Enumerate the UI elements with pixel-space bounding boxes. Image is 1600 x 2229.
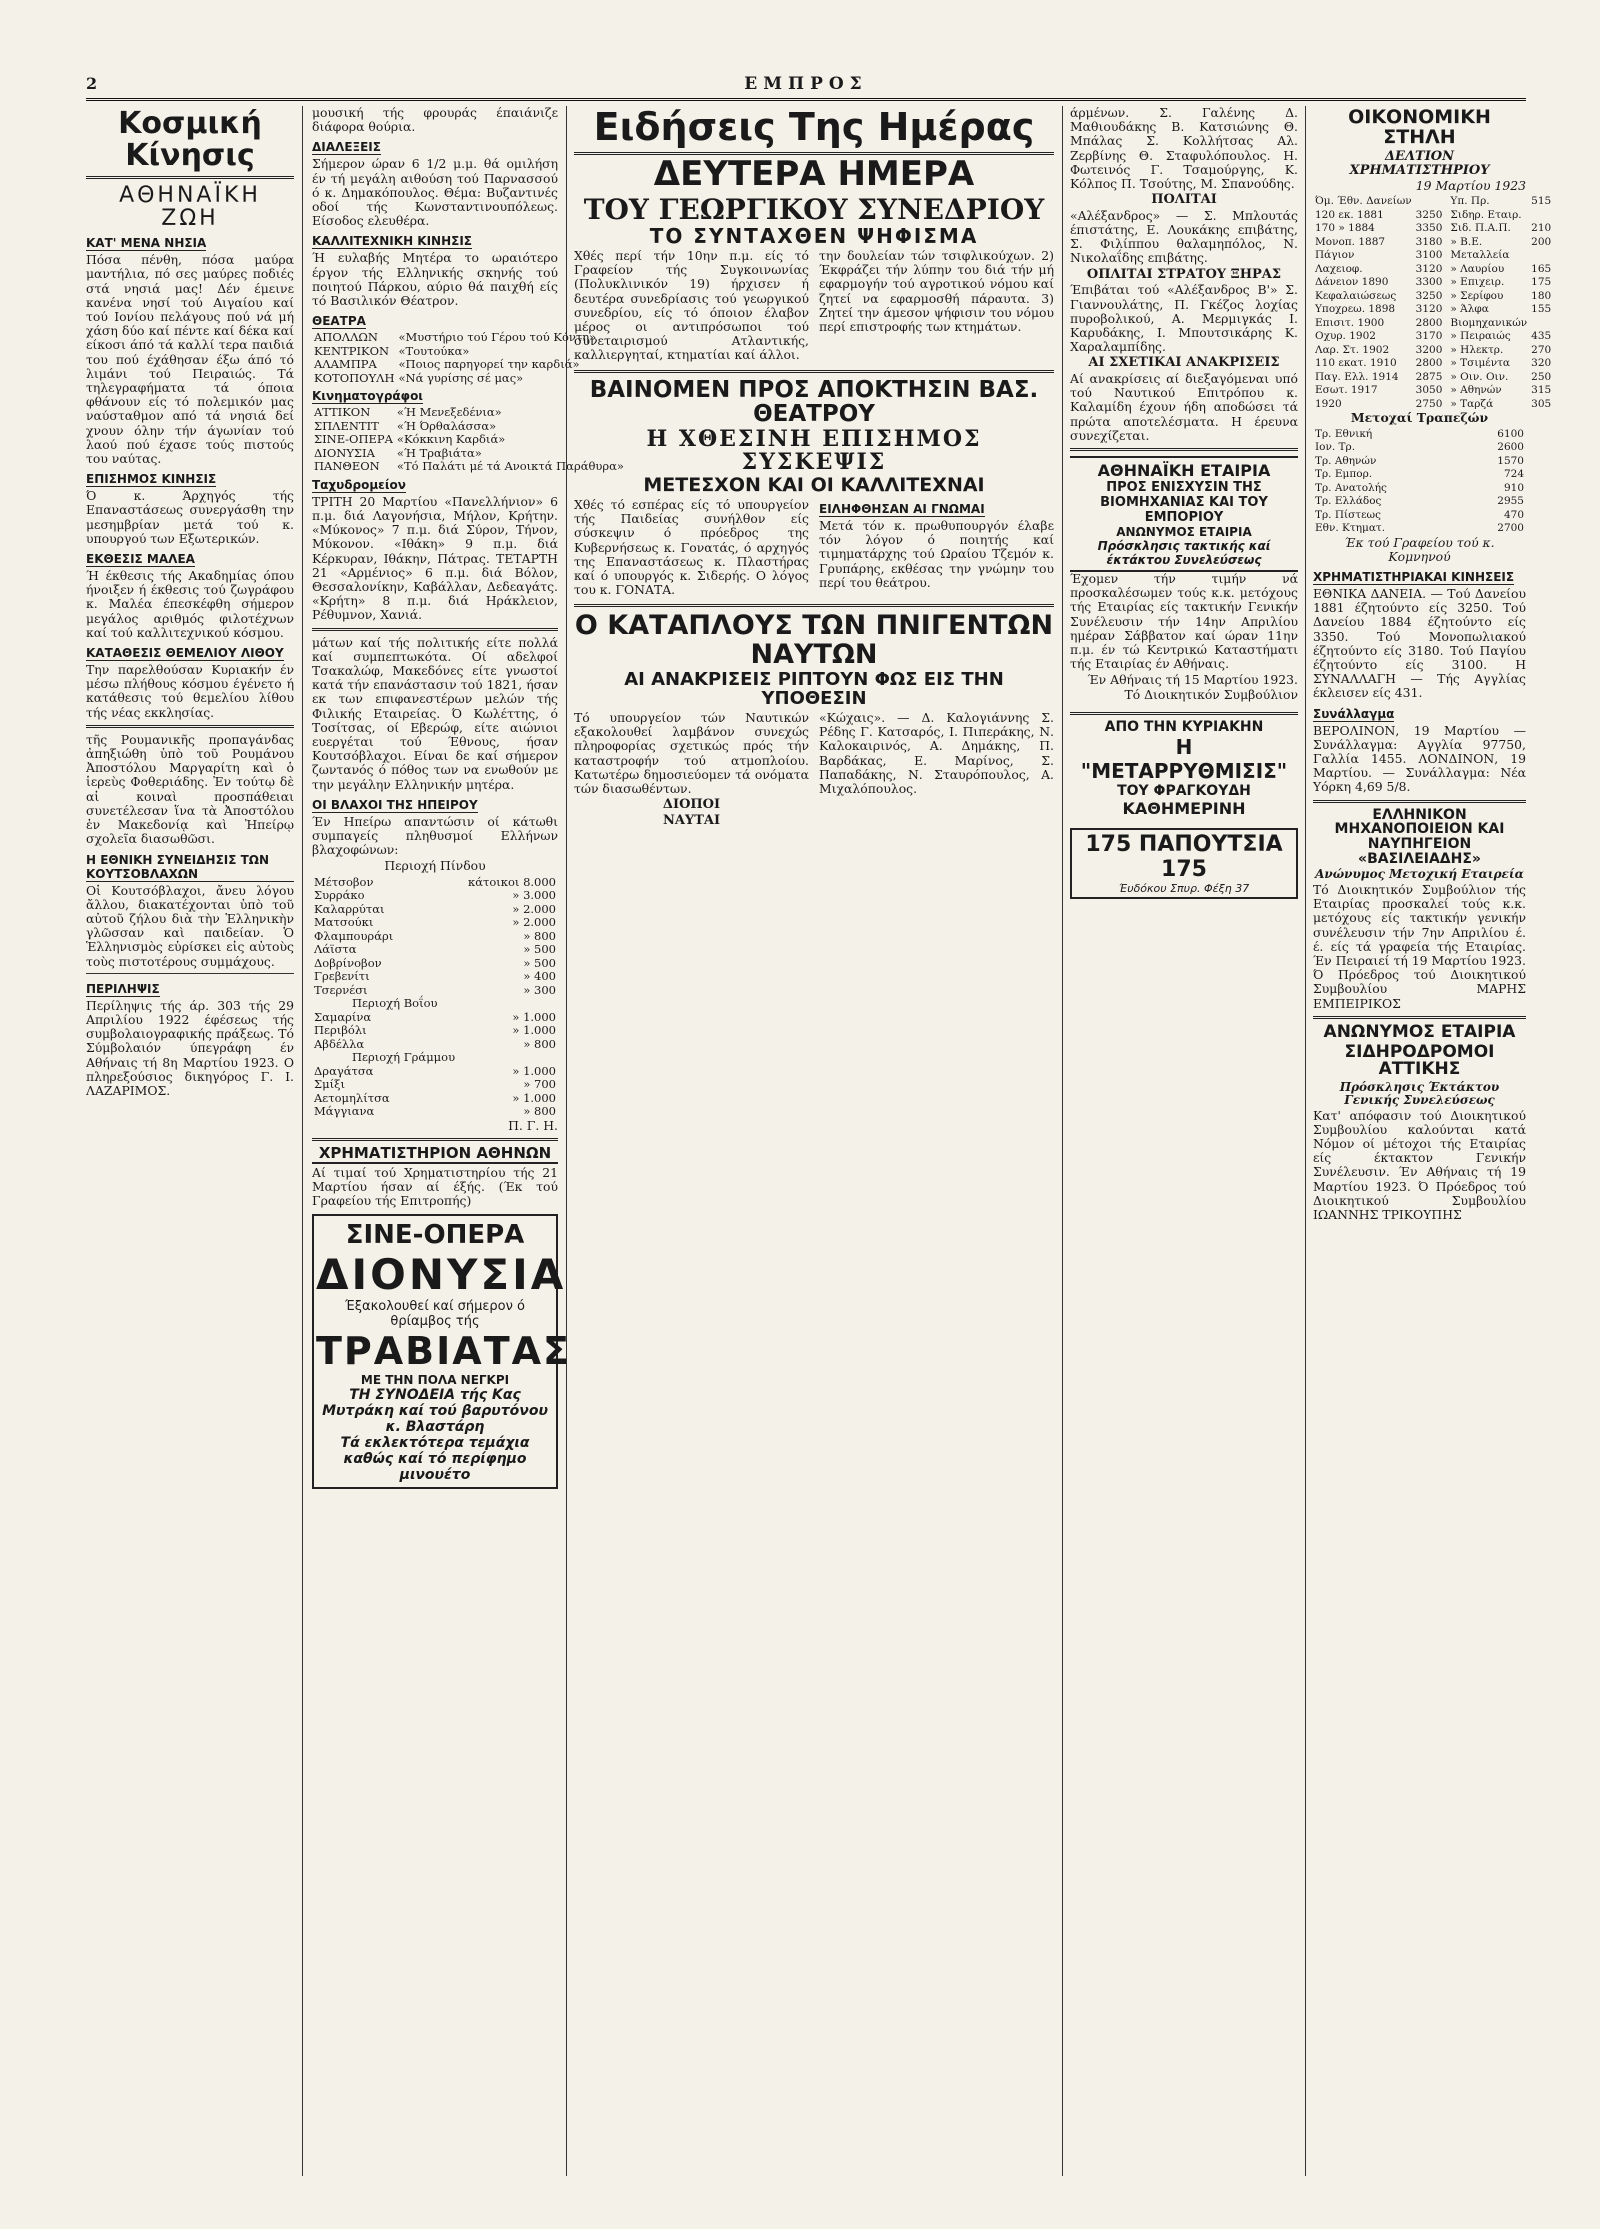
subheading: Η ΕΘΝΙΚΗ ΣΥΝΕΙΔΗΣΙΣ ΤΩΝ ΚΟΥΤΣΟΒΛΑΧΩΝ: [86, 853, 294, 882]
list-item: ΔΙΟΝΥΣΙΑ «Ή Τραβιάτα»: [314, 445, 482, 460]
table-row: Δάνειον 1890 3300: [1315, 276, 1443, 289]
headline: ΤΟ ΣΥΝΤΑΧΘΕΝ ΨΗΦΙΣΜΑ: [649, 223, 979, 248]
table-row: Οχυρ. 1902 3170: [1315, 330, 1443, 343]
table-row: Τρ. Πίστεως 470: [1315, 508, 1524, 521]
table-row: 120 εκ. 1881 3250: [1315, 208, 1443, 221]
table-row: Αβδέλλα » 800: [314, 1036, 556, 1051]
headline: ΒΑΙΝΟΜΕΝ ΠΡΟΣ ΑΠΟΚΤΗΣΙΝ ΒΑΣ. ΘΕΑΤΡΟΥ: [589, 376, 1039, 427]
table-row: Εσωτ. 1917 3050: [1315, 384, 1443, 397]
article-text: Σήμερον ώραν 6 1/2 μ.μ. θά ομιλήση έν τή μεγάλη αιθούση τού Παρνασσού ό κ. Δημακόπουλος. Θέμα: Βυζαντινές οδοί τής Κωνσταντινουπόλεως. Είσοδος ελευθέρα.: [312, 156, 558, 229]
table-row: Συρράκο » 3.000: [314, 888, 556, 903]
population-table: [312, 876, 558, 1119]
table-row: Κεφαλαιώσεως 3250: [1315, 289, 1443, 302]
subheading: ΔΙΑΛΕΞΕΙΣ: [312, 140, 381, 155]
table-row: » Τσιμέντα 320: [1450, 357, 1552, 370]
table-row: Φλαμπουράρι » 800: [314, 928, 556, 943]
article-text: Τό υπουργείον τών Ναυτικών εξακολουθεί λαμβάνον συνεχώς πληροφορίας σχετικώς πρός τήν καταστροφήν τού ατμοπλοίου. Κατωτέρω δημοσιεύομεν τά ονόματα τών διασωθέντων.: [574, 709, 809, 796]
column-events: [312, 105, 624, 2176]
column-divider: [302, 106, 303, 2176]
headline: ΑΙ ΑΝΑΚΡΙΣΕΙΣ ΡΙΠΤΟΥΝ ΦΩΣ ΕΙΣ ΤΗΝ ΥΠΟΘΕΣΙΝ: [624, 669, 1004, 709]
article-text: Την παρελθούσαν Κυριακήν έν μέσω πλήθους κόσμου έγένετο ή κατάθεσις τού θεμελίου λίθου τής νέας εκκλησίας.: [86, 662, 294, 720]
subheading: ΑΙ ΣΧΕΤΙΚΑΙ ΑΝΑΚΡΙΣΕΙΣ: [1088, 355, 1280, 371]
article-text: μουσική τής φρουράς έπαιάνιζε διάφορα θούρια.: [312, 105, 558, 135]
table-row: Ματσούκι » 2.000: [314, 915, 556, 930]
subheading: Ταχυδρομείον: [312, 477, 406, 492]
section-subtitle: ΔΕΛΤΙΟΝ ΧΡΗΜΑΤΙΣΤΗΡΙΟΥ: [1349, 148, 1490, 178]
article-text: Ό κ. Άρχηγός τής Επαναστάσεως συνεργάσθη την μεσημβρίαν μετά τού κ. υπουργού των Εξωτερικών.: [86, 488, 294, 546]
article-text: Μετά τόν κ. πρωθυπουργόν έλαβε τόν λόγον ό ποιητής καί τιμηματάρχης τού Ωραίου Τζεμόν κ. Γρυπάρης, εκθέσας την γνώμην του περί του θεάτρου.: [819, 518, 1054, 590]
subheading: ΕΠΙΣΗΜΟΣ ΚΙΝΗΣΙΣ: [86, 472, 217, 487]
list-item: ΚΟΤΟΠΟΥΛΗ «Νά γυρίσης σέ μας»: [314, 370, 524, 385]
article-text: άρμένων. Σ. Γαλένης Δ. Μαθιουδάκης Β. Κατσιώνης Θ. Μπάλας Σ. Κολλήτσας Αλ. Ζερβίνης Θ. Σταφυλόπουλος. Η. Φωτεινός Γ. Τσαμούργης, Κ. Κόλπος Π. Τσούτης, Μ. Σπανούδης.: [1070, 105, 1298, 192]
ad-line: ΑΘΗΝΑΪΚΗ ΕΤΑΙΡΙΑ: [1097, 460, 1271, 480]
table-row: Σαμαρίνα » 1.000: [314, 1009, 556, 1024]
subheading: ΟΠΛΙΤΑΙ ΣΤΡΑΤΟΥ ΞΗΡΑΣ: [1086, 266, 1282, 282]
table-row: Καλαρρύται » 2.000: [314, 901, 556, 916]
subheading: Συνάλλαγμα: [1313, 706, 1395, 721]
table-row: Περιοχή Γράμμου: [352, 1050, 456, 1065]
list-item: ΑΠΟΛΛΩΝ «Μυστήριο τού Γέρου τού Κόντη»: [314, 330, 597, 345]
source-note: Έκ τού Γραφείου τού κ. Κομνηνού: [1344, 534, 1495, 564]
subheading: ΠΟΛΙΤΑΙ: [1151, 192, 1217, 208]
table-row: » Β.Ε. 200: [1450, 235, 1552, 248]
subheading: ΔΙΟΠΟΙ: [662, 797, 721, 813]
table-row: Επισιτ. 1900 2800: [1315, 316, 1443, 329]
article-text: «Κώχαις». — Δ. Καλογιάννης Σ. Ρέδης Γ. Κατσαρός, Ι. Πιπεράκης, Ν. Καλοκαιρινός, Α. Δημάκης, Π. Βαρδάκας, Ε. Μαρίνος, Σ. Παπαδάκης, Ν. Σταυρόπουλος, Α. Μιχαλόπουλος.: [819, 709, 1054, 796]
article-text: Έπιβάται τού «Αλέξανδρος Β'» Σ. Γιαννουλάτης, Π. Γκέζος λοχίας πυροβολικού, Α. Μερμιγκάς Ι. Καρυδάκης, Ι. Μπουτσικάρης Κ. Χαραλαμπίδης.: [1070, 282, 1298, 355]
paper-name: ΕΜΠΡΟΣ: [744, 74, 868, 94]
column-continuation: [1070, 106, 1298, 2176]
article-text: Χθές τό εσπέρας είς τό υπουργείον τής Παιδείας συνήλθον είς σύσκεψιν ό πρόεδρος της Κυβερνήσεως κ. Γονατάς, ό αρχηγός της Επαναστάσεως κ. Πλαστήρας καί ό υπουργός κ. Σιδερής. Ο λόγος του κ. ΓΟΝΑΤΑ.: [574, 497, 809, 598]
table-row: Μάγγιανα » 800: [314, 1104, 556, 1119]
table-row: » Λαυρίου 165: [1450, 262, 1552, 275]
table-row: » Ταρζά 305: [1450, 397, 1552, 410]
column-heading: ΑΘΗΝΑΪΚΗ ΖΩΗ: [119, 183, 261, 232]
table-row: Υπ. Πρ. 515: [1450, 195, 1552, 208]
article-text: Έν Αθήναις τή 15 Μαρτίου 1923. Τό Διοικητικόν Συμβούλιον: [1087, 672, 1298, 702]
table-row: » Οιν. Οιν. 250: [1450, 370, 1552, 383]
ad-line: Έξακολουθεί καί σήμερον ό θρίαμβος τής: [345, 1299, 525, 1330]
table-row: Παγ. Ελλ. 1914 2875: [1315, 370, 1443, 383]
column-news: [574, 106, 1054, 2176]
subheading: ΕΙΛΗΦΘΗΣΑΝ ΑΙ ΓΝΩΜΑΙ: [819, 502, 985, 516]
ad-line: ΤΡΑΒΙΑΤΑΣ: [316, 1329, 571, 1374]
ad-line: 175 ΠΑΠΟΥΤΣΙΑ 175: [1085, 831, 1283, 882]
subheading: ΠΕΡΙΛΗΨΙΣ: [86, 981, 160, 996]
table-row: Πάγιον 3100: [1315, 249, 1443, 262]
article-text: Αί τιμαί τού Χρηματιστηρίου τής 21 Μαρτίου ήσαν αί έξής. (Έκ τού Γραφείου τής Επιτροπής): [312, 1164, 558, 1208]
ad-line: ΤΟΥ ΦΡΑΓΚΟΥΔΗ: [1117, 782, 1251, 799]
headline: Ο ΚΑΤΑΠΛΟΥΣ ΤΩΝ ΠΝΙΓΕΝΤΩΝ ΝΑΥΤΩΝ: [574, 610, 1054, 670]
table-row: Γρεβενίτι » 400: [314, 969, 556, 984]
article-text: Οἱ Κουτσόβλαχοι, ἄνευ λόγου ἄλλου, διακατέχονται ὑπὸ τοῦ αὐτοῦ ζήλου διὰ τὴν Ἑλληνικὴν γλῶσσαν καὶ παιδείαν. Ὁ Ἑλληνισμὸς εὑρίσκει εἰς αὐτοὺς τοὺς πιστοτέρους συμμάχους.: [86, 882, 294, 969]
headline: Η ΧΘΕΣΙΝΗ ΕΠΙΣΗΜΟΣ ΣΥΣΚΕΨΙΣ: [646, 425, 982, 475]
table-row: Αετομηλίτσα » 1.000: [314, 1090, 556, 1105]
section-title: Κοσμική Κίνησις: [118, 106, 262, 173]
article-text: Έχομεν τήν τιμήν νά προσκαλέσωμεν τούς κ.κ. μετόχους τής Εταιρίας είς τακτικήν Γενικήν Συνέλευσιν τήν 14ην Απριλίου ημέραν Σάββατον καί ώραν 11ην π.μ. έν τώ Κεντρικώ Καταστήματι τής Εταιρίας έν Αθήναις.: [1070, 570, 1298, 672]
ad-line: ΣΙΝΕ-ΟΠΕΡΑ: [345, 1220, 525, 1251]
exchange-heading: ΧΡΗΜΑΤΙΣΤΗΡΙΟΝ ΑΘΗΝΩΝ: [312, 1146, 558, 1164]
subheading: ΚΑΤ' ΜΕΝΑ ΝΗΣΙΑ: [86, 236, 207, 251]
notice-subheading: Ανώνυμος Μετοχική Εταιρεία: [1315, 867, 1524, 882]
notice-heading: ΣΙΔΗΡΟΔΡΟΜΟΙ ΑΤΤΙΚΗΣ: [1344, 1041, 1495, 1080]
headline: ΜΕΤΕΣΧΟΝ ΚΑΙ ΟΙ ΚΑΛΛΙΤΕΧΝΑΙ: [643, 474, 985, 497]
subheading: ΚΑΛΛΙΤΕΧΝΙΚΗ ΚΙΝΗΣΙΣ: [312, 234, 472, 249]
notice-subheading: Πρόσκλησις Έκτάκτου Γενικής Συνελεύσεως: [1339, 1080, 1500, 1107]
table-row: Λαχειοφ. 3120: [1315, 262, 1443, 275]
column-divider: [1062, 106, 1063, 2176]
headline: ΤΟΥ ΓΕΩΡΓΙΚΟΥ ΣΥΝΕΔΡΙΟΥ: [583, 192, 1045, 226]
table-row: Τρ. Ανατολής 910: [1315, 481, 1524, 494]
subheading: ΟΙ ΒΛΑΧΟΙ ΤΗΣ ΗΠΕΙΡΟΥ: [312, 797, 478, 812]
table-row: Τρ. Αθηνών 1570: [1315, 454, 1524, 467]
table-row: » Πειραιώς 435: [1450, 330, 1552, 343]
article-text: Ή ευλαβής Μητέρα το ωραιότερο έργον τής Ελληνικής σκηνής τού ποιητού Πάρκου, αύριο θά παιχθή είς τό Βασιλικόν Θέατρον.: [312, 250, 558, 309]
list-item: ΠΑΝΘΕΟΝ «Τό Παλάτι μέ τά Ανοικτά Παράθυρα»: [314, 459, 624, 474]
list-item: ΑΤΤΙΚΟΝ «Ή Μενεξεδένια»: [314, 405, 502, 420]
article-text: ΤΡΙΤΗ 20 Μαρτίου «Πανελλήνιον» 6 π.μ. διά Λαγονήσια, Μήλον, Κρήτην. «Μύκονος» 7 π.μ. διά Σύρον, Τήνον, Μύκονον. «Ιθάκη» 9 π.μ. διά Κέρκυραν, Ιθάκην, Πάτρας. ΤΕΤΑΡΤΗ 21 «Αρμένιος» 6 π.μ. διά Βόλον, Θεσσαλονίκην, Καβάλλαν, Δεδεαγάτς. «Κρήτη» 8 π.μ. διά Ηράκλειον, Ρέθυμνον, Χανιά.: [312, 493, 558, 623]
table-row: Σιδ. Π.Α.Π. 210: [1450, 222, 1552, 235]
ad-line: Τά εκλεκτότερα τεμάχια καθώς καί τό περίφημο μινουέτο: [340, 1435, 530, 1484]
table-row: 110 εκατ. 1910 2800: [1315, 357, 1443, 370]
section-title: ΟΙΚΟΝΟΜΙΚΗ ΣΤΗΛΗ: [1348, 106, 1491, 148]
list-item: ΣΠΛΕΝΤΙΤ «Ή Όρθαλάσσα»: [314, 418, 497, 433]
table-row: Περιβόλι » 1.000: [314, 1023, 556, 1038]
article-text: Ή έκθεσις τής Ακαδημίας όπου ήνοιξεν ή έκθεσις τού ζωγράφου κ. Μαλέα έπεσκέφθη σήμερον μεγάλος αριθμός φιλοτέχνων καί τού καλλιτεχνικού κόσμου.: [86, 568, 294, 640]
quotes-table: [1313, 195, 1444, 411]
ad-line: ΠΡΟΣ ΕΝΙΣΧΥΣΙΝ ΤΗΣ ΒΙΟΜΗΧΑΝΙΑΣ ΚΑΙ ΤΟΥ ΕΜΠΟΡΙΟΥ: [1100, 479, 1268, 525]
column-finance: [1313, 106, 1552, 2176]
ad-line: ΜΕ ΤΗΝ ΠΟΛΑ ΝΕΓΚΡΙ: [360, 1373, 510, 1388]
list-item: ΚΕΝΤΡΙΚΟΝ «Τουτούκα»: [314, 343, 470, 358]
article-text: Τό Διοικητικόν Συμβούλιον τής Εταιρίας προσκαλεί τούς κ.κ. μετόχους είς τακτικήν γενικήν συνέλευσιν τήν 7ην Απριλίου έ. έ. είς τά γραφεία τής Εταιρίας. Έν Πειραιεί τή 19 Μαρτίου 1923. Ό Πρόεδρος τού Διοικητικού Συμβουλίου ΜΑΡΗΣ ΕΜΠΕΙΡΙΚΟΣ: [1313, 881, 1526, 1011]
article-text: Περίληψις τής άρ. 303 τής 29 Απριλίου 1922 έφέσεως τής συμβολαιογραφικής πράξεως. Τό Σύμβολαιόν ύπεγράφη έν Αθήναις τή 8η Μαρτίου 1923. Ο πληρεξούσιος δικηγόρος Γ. Ι. ΛΑΖΑΡΙΜΟΣ.: [86, 997, 294, 1098]
article-text: την δουλείαν τών τσιφλικούχων. 2) Έκφράζει τήν λύπην του διά τήν μή εφαρμογήν τού αγροτικού νόμου καί ζητεί να εφαρμοσθή πάραυτα. 3) Ζητεί την άμεσον ψήφισιν του νόμου περί επιστροφής των κτημάτων.: [819, 247, 1054, 334]
headline: ΔΕΥΤΕΡΑ ΗΜΕΡΑ: [653, 153, 975, 194]
table-row: Λαρ. Στ. 1902 3200: [1315, 343, 1443, 356]
table-row: Λάϊστα » 500: [314, 942, 556, 957]
theatre-list: [312, 331, 598, 385]
subheading: Κινηματογράφοι: [312, 389, 423, 404]
date: 19 Μαρτίου 1923: [1415, 178, 1526, 194]
banks-table: [1313, 428, 1526, 536]
table-row: » Αθηνών 315: [1450, 384, 1552, 397]
newspaper-ad: [1070, 712, 1298, 818]
article-text: Αί ανακρίσεις αί διεξαγόμεναι υπό τού Ναυτικού Επιτρόπου κ. Καλαμίδη έχουν ήδη αποδώσει τά πρώτα αποτελέσματα. Η έρευνα συνεχίζεται.: [1070, 370, 1298, 443]
table-row: Τσερνέσι » 300: [314, 982, 556, 997]
signature: Π. Γ. Η.: [508, 1117, 558, 1133]
article-text: ΕΘΝΙΚΑ ΔΑΝΕΙΑ. — Τού Δανείου 1881 έζητούντο είς 3250. Τού Δανείου 1884 έζητούντο είς 3350. Τού Μονοπωλιακού έζητούντο είς 3180. Τού Παγίου έζητούντο είς 3100. Η ΣΥΝΑΛΛΑΓΗ — Τής Αγγλίας έκλεισεν είς 431.: [1313, 585, 1526, 701]
table-caption: Περιοχή Πίνδου: [384, 858, 486, 874]
table-row: Μεταλλεία: [1450, 249, 1510, 262]
table-row: Δοβρίνοβον » 500: [314, 955, 556, 970]
table-row: Μονοπ. 1887 3180: [1315, 235, 1443, 248]
column-social: [86, 106, 294, 2176]
table-row: Υποχρεω. 1898 3120: [1315, 303, 1443, 316]
table-row: Ιον. Τρ. 2600: [1315, 441, 1524, 454]
ad-line: ΤΗ ΣΥΝΟΔΕΙΑ τής Κας Μυτράκη καί τού βαρυτόνου κ. Βλαστάρη: [322, 1387, 548, 1436]
table-row: 1920 2750: [1315, 397, 1443, 410]
table-caption: Μετοχαί Τραπεζών: [1350, 410, 1489, 426]
article-text: τῆς Ρουμανικῆς προπαγάνδας ἀπηξιώθη ὑπὸ τοῦ Ρουμάνου Ἀποστόλου Μαργαρίτη καὶ ὁ ἱερεὺς Φοθεριάδης. Ἐν τούτῳ δὲ αἱ κοιναὶ προσπάθειαι συνετέλεσαν ἵνα τὰ Ἀποστόλου ἐν Μακεδονίᾳ καὶ Ἠπείρῳ σχολεῖα διασωθῶσι.: [86, 731, 294, 847]
list-item: ΑΛΑΜΠΡΑ «Ποιος παρηγορεί την καρδιά»: [314, 357, 580, 372]
column-divider: [1305, 106, 1306, 2176]
article-text: Χθές περί τήν 10ην π.μ. είς τό Γραφείον τής Συγκοινωνίας (Πολυκλινικόν 19) ήρχισεν ή δευτέρα συνεδρίασις τού γεωργικού συνεδρίου, είς τό όποιον έλαβον μέρος οι αντιπρόσωποι τού συνεταιρισμού Ατλαντικής, καλλιεργηταί, κτηματίαι καί άλλοι.: [574, 247, 809, 363]
notice-heading: ΕΛΛΗΝΙΚΟΝ ΜΗΧΑΝΟΠΟΙΕΙΟΝ ΚΑΙ ΝΑΥΠΗΓΕΙΟΝ «ΒΑΣΙΛΕΙΑΔΗΣ»: [1334, 806, 1505, 867]
table-row: » Ηλεκτρ. 270: [1450, 343, 1552, 356]
article-text: Κατ' απόφασιν τού Διοικητικού Συμβουλίου καλούνται κατά Νόμον οί μέτοχοι τής Εταιρίας είς έκτακτον Γενικήν Συνέλευσιν. Έν Αθήναις τή 19 Μαρτίου 1923. Ό Πρόεδρος τού Διοικητικού Συμβουλίου ΙΩΑΝΝΗΣ ΤΡΙΚΟΥΠΗΣ: [1313, 1107, 1526, 1222]
ad-line: ΑΠΟ ΤΗΝ ΚΥΡΙΑΚΗΝ: [1104, 718, 1264, 735]
table-row: » Άλφα 155: [1450, 303, 1552, 316]
table-row: Μέτσοβον κάτοικοι 8.000: [314, 874, 556, 889]
table-row: Τρ. Ελλάδος 2955: [1315, 495, 1524, 508]
subheading: ΕΚΘΕΣΙΣ ΜΑΛΕΑ: [86, 552, 195, 567]
ad-line: Η "ΜΕΤΑΡΡΥΘΜΙΣΙΣ": [1080, 734, 1288, 783]
article-text: Έν Ηπείρω απαντώσιν οί κάτωθι συμπαγείς πληθυσμοί Ελλήνων βλαχοφώνων:: [312, 813, 558, 858]
table-row: Περιοχή Βοΐου: [352, 996, 438, 1011]
table-row: Βιομηχανικών: [1450, 316, 1528, 329]
masthead: [86, 74, 1526, 101]
table-row: Δραγάτσα » 1.000: [314, 1063, 556, 1078]
table-row: » Σερίφου 180: [1450, 289, 1552, 302]
list-item: ΣΙΝΕ-ΟΠΕΡΑ «Κόκκινη Καρδιά»: [314, 432, 506, 447]
subheading: ΚΑΤΑΘΕΣΙΣ ΘΕΜΕΛΙΟΥ ΛΙΘΟΥ: [86, 646, 284, 661]
table-row: Τρ. Εθνική 6100: [1315, 427, 1524, 440]
subheading: ΘΕΑΤΡΑ: [312, 314, 366, 329]
shoes-ad: [1070, 828, 1298, 899]
quotes-table: [1448, 195, 1553, 411]
page-number: 2: [86, 74, 98, 93]
table-row: Σιδηρ. Εταιρ.: [1450, 208, 1522, 221]
section-title: Ειδήσεις Της Ημέρας: [574, 108, 1054, 155]
company-notice: [1070, 456, 1298, 572]
article-text: μάτων καί τής πολιτικής είτε πολλά καί συμπεπτωκότα. Οί αδελφοί Τσακαλώφ, Μακεδόνες είτε γνωστοί κατά τήν επανάστασιν τού 1821, ήσαν εκ των επιφανεστέρων μελών τής Φιλικής Εταιρείας. Ό Κωλέττης, ό Τοσίτσας, οί Εβερώφ, είτε αιώνιοι ευεργέται τού Έθνους, ήσαν Κουτσόβλαχοι. Είναι δε καί σήμερον ζωντανός ό πόθος των να ενωθούν με την μεγάλην Ελληνικήν μητέρα.: [312, 634, 558, 792]
table-row: 170 » 1884 3350: [1315, 222, 1443, 235]
ad-line: Έυδόκου Σπυρ. Φέξη 37: [1118, 881, 1250, 895]
table-row: Τρ. Εμπορ. 724: [1315, 468, 1524, 481]
table-row: Εθν. Κτηματ. 2700: [1315, 522, 1524, 535]
subheading: ΧΡΗΜΑΤΙΣΤΗΡΙΑΚΑΙ ΚΙΝΗΣΕΙΣ: [1313, 569, 1515, 584]
ad-line: Πρόσκλησις τακτικής καί έκτάκτου Συνελεύσεως: [1097, 538, 1271, 567]
cinema-ad: [312, 1214, 571, 1489]
table-row: » Επιχειρ. 175: [1450, 276, 1552, 289]
table-row: Σμίξι » 700: [314, 1077, 556, 1092]
notice-heading: ΑΝΩΝΥΜΟΣ ΕΤΑΙΡΙΑ: [1323, 1021, 1516, 1042]
subheading: ΝΑΥΤΑΙ: [662, 812, 721, 828]
article-text: «Αλέξανδρος» — Σ. Μπλουτάς έπιστάτης, Ε. Λουκάκης επιβάτης, Σ. Φιλίππου θαλαμηπόλος, Ν. Νικολαΐδης επιβάτης.: [1070, 207, 1298, 266]
ad-line: ΚΑΘΗΜΕΡΙΝΗ: [1122, 798, 1246, 818]
article-text: Πόσα πένθη, πόσα μαύρα μαντήλια, πό σες μαύρες ποδιές στά νησιά μας! Δέν έμεινε κανένα νησί τού Αιγαίου καί τού Ιονίου πελάγους πού νά μή χάση δύο καί πέντε καί δέκα καί είκοσι άπό τά καλλί τερα παιδιά του πού έχάθησαν έξω άπό τό λιμάνι τού Πειραιώς. Τά τηλεγραφήματα τά όποια φθάνουν είς τό πολεμικόν μας ναύσταθμον από τά νησιά δεί χνουν όλην τήν άγωνίαν τού λαού πού έχασε τούς πιστούς του ναύτας.: [86, 252, 294, 467]
ad-line: ΔΙΟΝΥΣΙΑ: [316, 1250, 567, 1300]
table-row: Όμ. Έθν. Δανείων: [1315, 195, 1412, 208]
ad-line: ΑΝΩΝΥΜΟΣ ΕΤΑΙΡΙΑ: [1116, 524, 1252, 539]
article-text: ΒΕΡΟΛΙΝΟΝ, 19 Μαρτίου — Συνάλλαγμα: Αγγλία 97750, Γαλλία 1455. ΛΟΝΔΙΝΟΝ, 19 Μαρτίου. — Συνάλλαγμα: Νέα Υόρκη 4,69 5/8.: [1313, 722, 1526, 795]
